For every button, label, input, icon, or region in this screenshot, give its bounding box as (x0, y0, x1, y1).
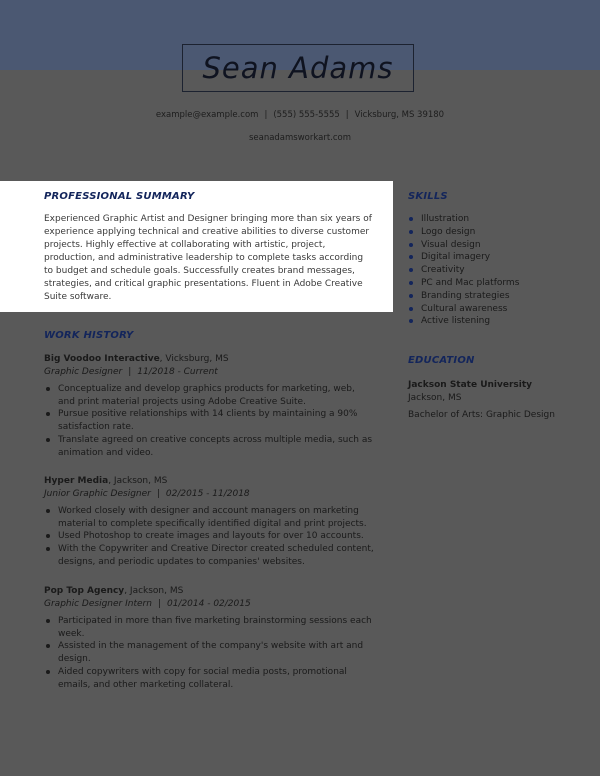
job-role: Junior Graphic Designer (44, 489, 151, 499)
job-header (44, 475, 374, 488)
job-bullets (44, 383, 374, 459)
job-location: , Vicksburg, MS (159, 354, 229, 364)
job-bullet: Participated in more than five marketing brainstorming sessions each week. (44, 615, 374, 640)
address: Vicksburg, MS 39180 (354, 110, 445, 120)
job-entry (44, 353, 374, 459)
skill-item: Cultural awareness (408, 303, 519, 316)
job-entry (44, 585, 374, 691)
skill-item: Branding strategies (408, 290, 519, 303)
job-bullet: Worked closely with designer and account managers on marketing material to complete specifically identified digital and print projects. (44, 505, 374, 530)
candidate-name: Sean Adams (202, 51, 394, 85)
job-role: Graphic Designer Intern (44, 599, 152, 609)
summary-text: Experienced Graphic Artist and Designer bringing more than six years of experience applying technical and creative abilities to diverse customer projects. Highly effective at collaborating with artistic, project, production, and administrative leadership to complete tasks according to budget and schedule goals. Successfully creates brand messages, strategies, and critical graphic presentations. Fluent in Adobe Creative Suite software. (44, 214, 372, 302)
job-role-line (44, 598, 374, 611)
summary-title: PROFESSIONAL SUMMARY (44, 191, 195, 202)
skills-title: SKILLS (408, 191, 448, 202)
name-box (182, 44, 414, 92)
skill-item: Illustration (408, 213, 519, 226)
job-header (44, 353, 374, 366)
phone: (555) 555-5555 (273, 110, 340, 120)
job-bullet: Used Photoshop to create images and layouts for over 10 accounts. (44, 530, 374, 543)
job-bullet: Pursue positive relationships with 14 clients by maintaining a 90% satisfaction rate. (44, 408, 374, 433)
education-location: Jackson, MS (408, 393, 462, 403)
job-dates: 01/2014 - 02/2015 (166, 599, 251, 609)
skill-item: Creativity (408, 264, 519, 277)
job-company: Pop Top Agency (44, 586, 125, 596)
skill-item: Logo design (408, 226, 519, 239)
job-role: Graphic Designer (44, 367, 123, 377)
education-school: Jackson State University (408, 380, 533, 390)
job-bullet: Aided copywriters with copy for social media posts, promotional emails, and other marketing collateral. (44, 666, 374, 691)
separator: | (264, 110, 268, 120)
job-location: , Jackson, MS (108, 476, 168, 486)
job-bullets (44, 505, 374, 569)
job-role-line (44, 366, 374, 379)
separator: | (156, 489, 160, 499)
email: example@example.com (155, 110, 259, 120)
skill-item: Visual design (408, 239, 519, 252)
education-degree: Bachelor of Arts: Graphic Design (408, 410, 555, 420)
job-bullet: Conceptualize and develop graphics products for marketing, web, and print material projects using Adobe Creative Suite. (44, 383, 374, 408)
work-history-title: WORK HISTORY (44, 330, 134, 341)
job-entry (44, 475, 374, 569)
job-bullet: Assisted in the management of the company's website with art and design. (44, 640, 374, 665)
job-bullet: Translate agreed on creative concepts across multiple media, such as animation and video. (44, 434, 374, 459)
job-dates: 11/2018 - Current (137, 367, 218, 377)
website: seanadamsworkart.com (248, 133, 352, 143)
job-company: Hyper Media (44, 476, 109, 486)
contact-line (0, 110, 600, 120)
skill-item: Active listening (408, 315, 519, 328)
website-line (0, 133, 600, 143)
job-bullet: With the Copywriter and Creative Director created scheduled content, designs, and periodic updates to companies' websites. (44, 543, 374, 568)
separator: | (157, 599, 161, 609)
skill-item: PC and Mac platforms (408, 277, 519, 290)
job-bullets (44, 615, 374, 691)
separator: | (128, 367, 132, 377)
separator: | (345, 110, 349, 120)
job-company: Big Voodoo Interactive (44, 354, 160, 364)
skills-list (408, 213, 519, 328)
job-header (44, 585, 374, 598)
job-role-line (44, 488, 374, 501)
job-location: , Jackson, MS (124, 586, 184, 596)
education-title: EDUCATION (408, 355, 475, 366)
skill-item: Digital imagery (408, 251, 519, 264)
job-dates: 02/2015 - 11/2018 (165, 489, 250, 499)
